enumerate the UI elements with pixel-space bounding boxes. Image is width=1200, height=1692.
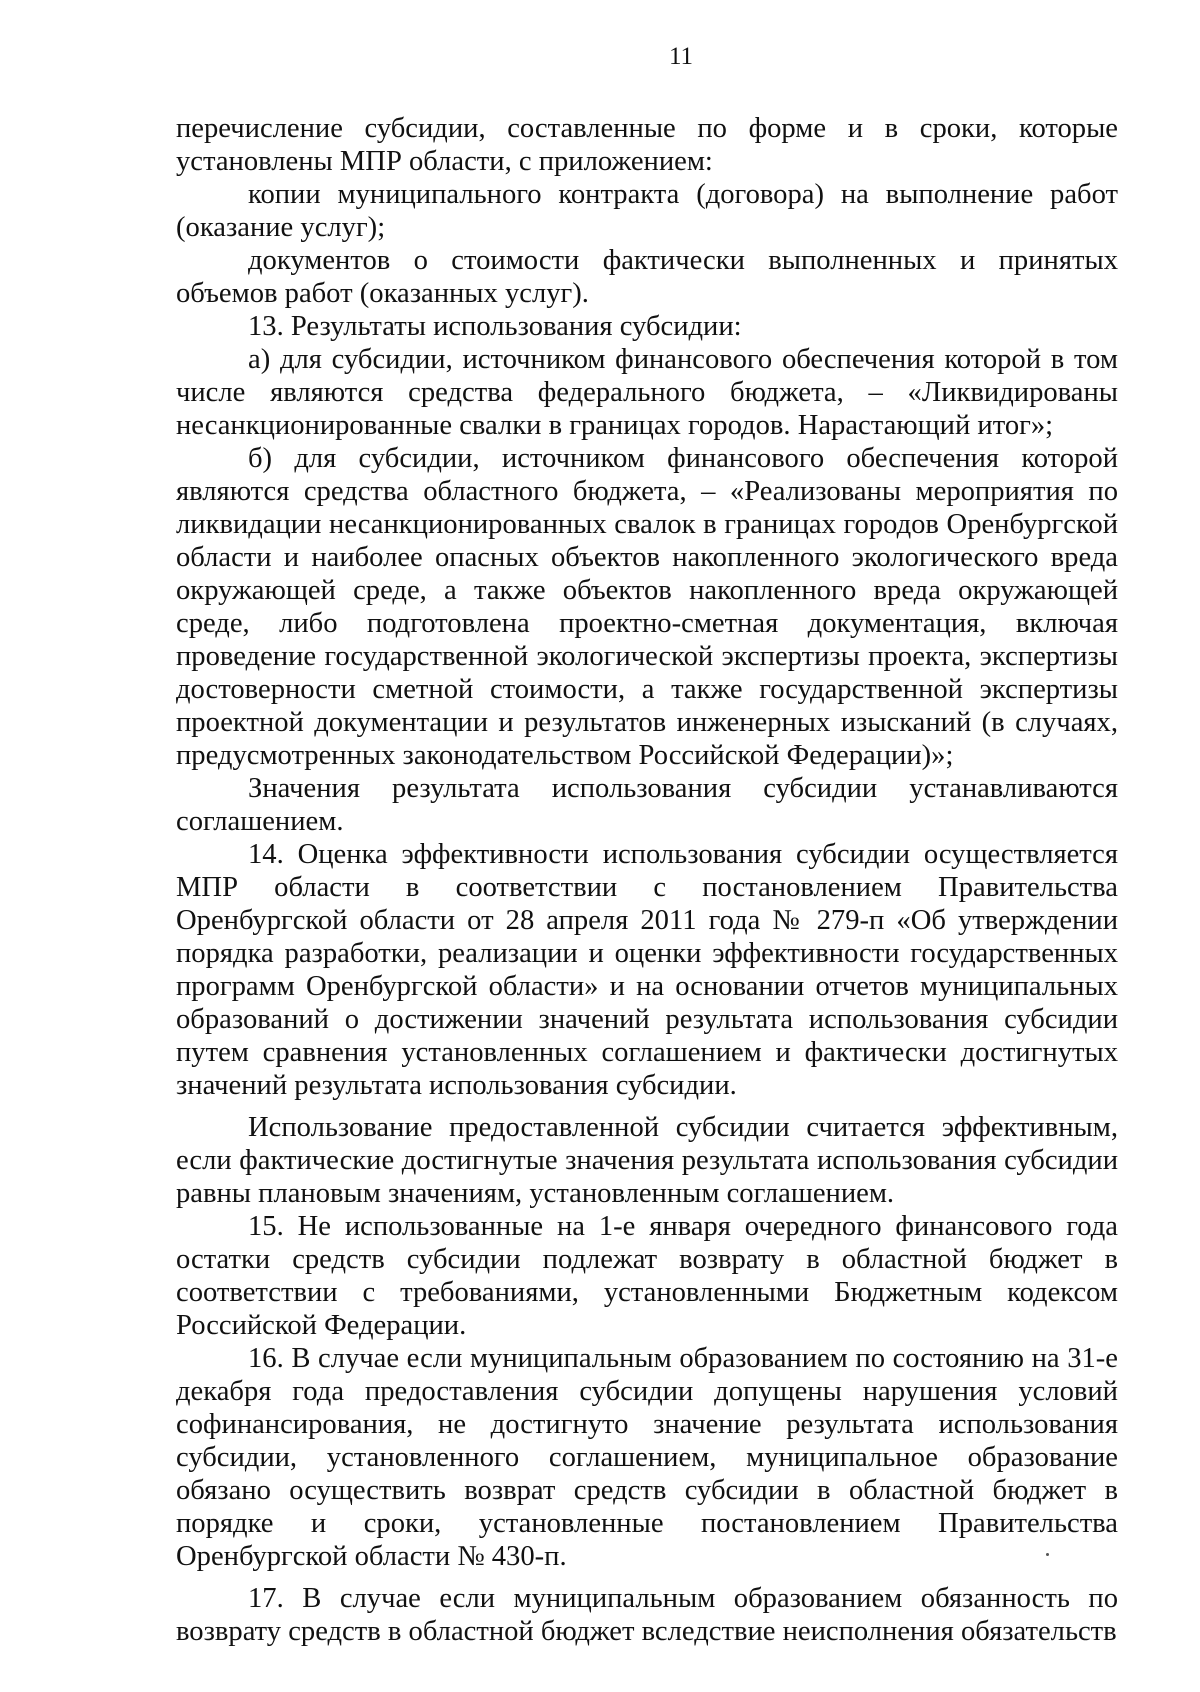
paragraph-attachments-intro: перечисление субсидии, составленные по форме и в сроки, которые установлены МПР области, с приложением: xyxy=(176,113,1118,177)
paragraph-section-16: 16. В случае если муниципальным образованием по состоянию на 31-е декабря года предоставления субсидии допущены нарушения условий софинансирования, не достигнуто значение результата использования субсидии, установленного соглашением, муниципальное образование обязано осуществить возврат средств субсидии в областной бюджет в порядке и сроки, установленные постановлением Правительства Оренбургской области № 430-п. xyxy=(176,1343,1118,1572)
paragraph-cost-documents: документов о стоимости фактически выполненных и принятых объемов работ (оказанных услуг). xyxy=(176,245,1118,309)
paragraph-efficiency-criterion: Использование предоставленной субсидии считается эффективным, если фактические достигнутые значения результата использования субсидии равны плановым значениям, установленным соглашением. xyxy=(176,1112,1118,1209)
paragraph-section-17: 17. В случае если муниципальным образованием обязанность по возврату средств в областной бюджет вследствие неисполнения обязательств xyxy=(176,1583,1118,1647)
paragraph-13b-regional: б) для субсидии, источником финансового обеспечения которой являются средства областного бюджета, – «Реализованы мероприятия по ликвидации несанкционированных свалок в границах городов Оренбургской области и наиболее опасных объектов накопленного экологического вреда окружающей среде, а также объектов накопленного вреда окружающей среде, либо подготовлена проектно-сметная документация, включая проведение государственной экологической экспертизы проекта, экспертизы достоверности сметной стоимости, а также государственной экспертизы проектной документации и результатов инженерных изысканий (в случаях, предусмотренных законодательством Российской Федерации)»; xyxy=(176,443,1118,771)
paragraph-section-15: 15. Не использованные на 1-е января очередного финансового года остатки средств субсидии подлежат возврату в областной бюджет в соответствии с требованиями, установленными Бюджетным кодексом Российской Федерации. xyxy=(176,1211,1118,1341)
page-number: 11 xyxy=(668,43,694,70)
paragraph-13a-federal: а) для субсидии, источником финансового обеспечения которой в том числе являются средства федерального бюджета, – «Ликвидированы несанкционированные свалки в границах городов. Нарастающий итог»; xyxy=(176,344,1118,441)
paragraph-section-13-heading: 13. Результаты использования субсидии: xyxy=(248,311,742,342)
document-body xyxy=(176,112,1118,1648)
paragraph-contract-copies: копии муниципального контракта (договора) на выполнение работ (оказание услуг); xyxy=(176,179,1118,243)
scan-speck xyxy=(1046,1553,1049,1556)
paragraph-result-values: Значения результата использования субсидии устанавливаются соглашением. xyxy=(176,773,1118,837)
paragraph-section-14: 14. Оценка эффективности использования субсидии осуществляется МПР области в соответствии с постановлением Правительства Оренбургской области от 28 апреля 2011 года № 279-п «Об утверждении порядка разработки, реализации и оценки эффективности государственных программ Оренбургской области» и на основании отчетов муниципальных образований о достижении значений результата использования субсидии путем сравнения установленных соглашением и фактически достигнутых значений результата использования субсидии. xyxy=(176,839,1118,1101)
